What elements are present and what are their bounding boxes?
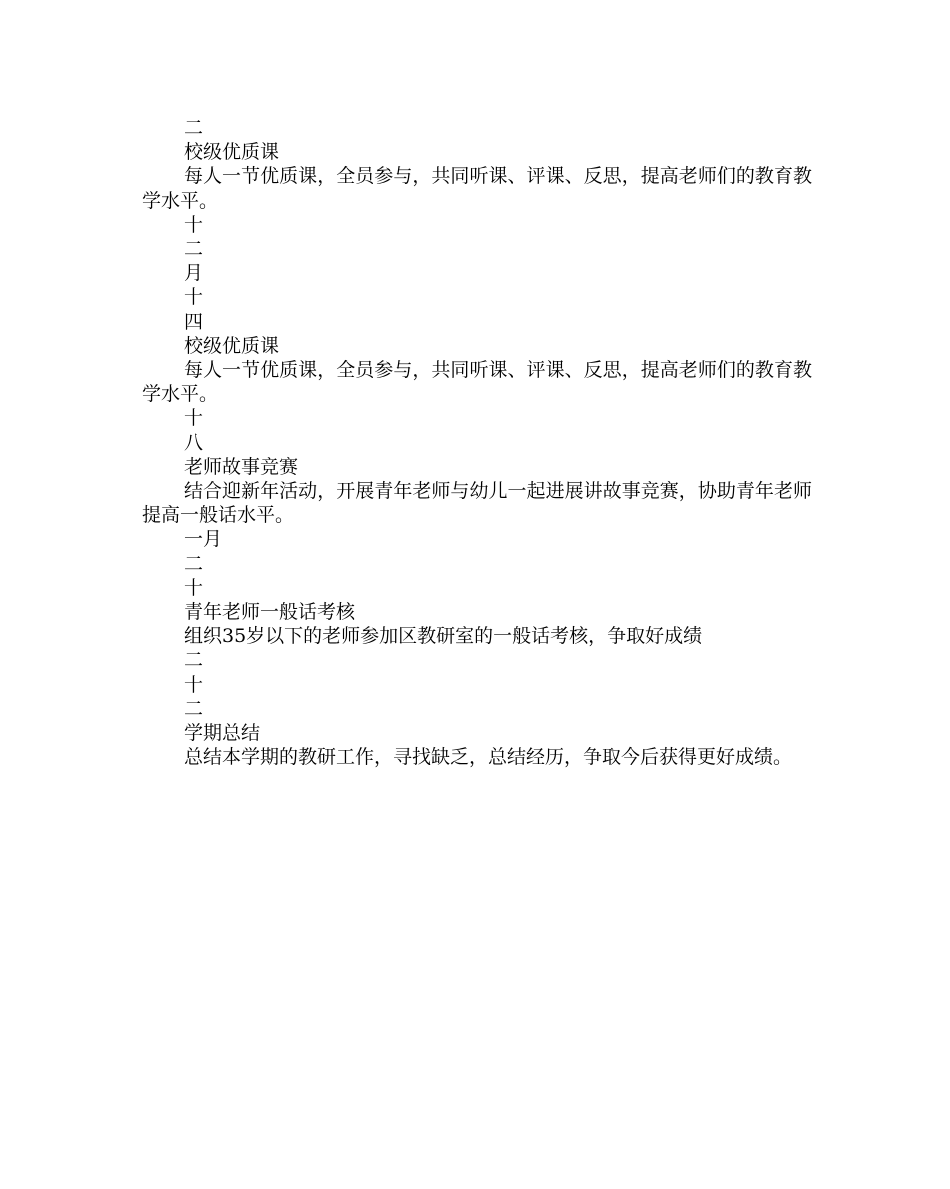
paragraph: 老师故事竞赛 bbox=[184, 455, 299, 478]
paragraph: 二 bbox=[184, 552, 204, 575]
paragraph: 二 bbox=[184, 117, 204, 139]
paragraph: 二 bbox=[184, 649, 204, 672]
paragraph: 校级优质课 bbox=[184, 141, 280, 164]
paragraph: 二 bbox=[184, 697, 204, 720]
paragraph: 十 bbox=[184, 576, 204, 599]
paragraph: 每人一节优质课，全员参与，共同听课、评课、反思，提高老师们的教育教学水平。 bbox=[142, 165, 812, 212]
paragraph: 二 bbox=[184, 238, 204, 261]
paragraph: 十 bbox=[184, 286, 204, 309]
paragraph: 学期总结 bbox=[184, 722, 261, 745]
paragraph: 十 bbox=[184, 407, 204, 430]
paragraph: 十 bbox=[184, 213, 204, 236]
paragraph: 月 bbox=[184, 262, 204, 285]
paragraph: 组织35岁以下的老师参加区教研室的一般话考核，争取好成绩 bbox=[184, 625, 703, 648]
paragraph: 十 bbox=[184, 673, 204, 696]
paragraph: 校级优质课 bbox=[184, 334, 280, 357]
paragraph: 四 bbox=[184, 310, 204, 333]
paragraph: 结合迎新年活动，开展青年老师与幼儿一起进展讲故事竞赛，协助青年老师提高一般话水平。 bbox=[142, 480, 812, 527]
paragraph: 总结本学期的教研工作，寻找缺乏，总结经历，争取今后获得更好成绩。 bbox=[184, 746, 793, 769]
paragraph: 青年老师一般话考核 bbox=[184, 601, 356, 624]
paragraph: 一月 bbox=[184, 528, 223, 551]
document-body bbox=[142, 116, 812, 769]
paragraph: 每人一节优质课，全员参与，共同听课、评课、反思，提高老师们的教育教学水平。 bbox=[142, 359, 812, 406]
paragraph: 八 bbox=[184, 431, 204, 454]
